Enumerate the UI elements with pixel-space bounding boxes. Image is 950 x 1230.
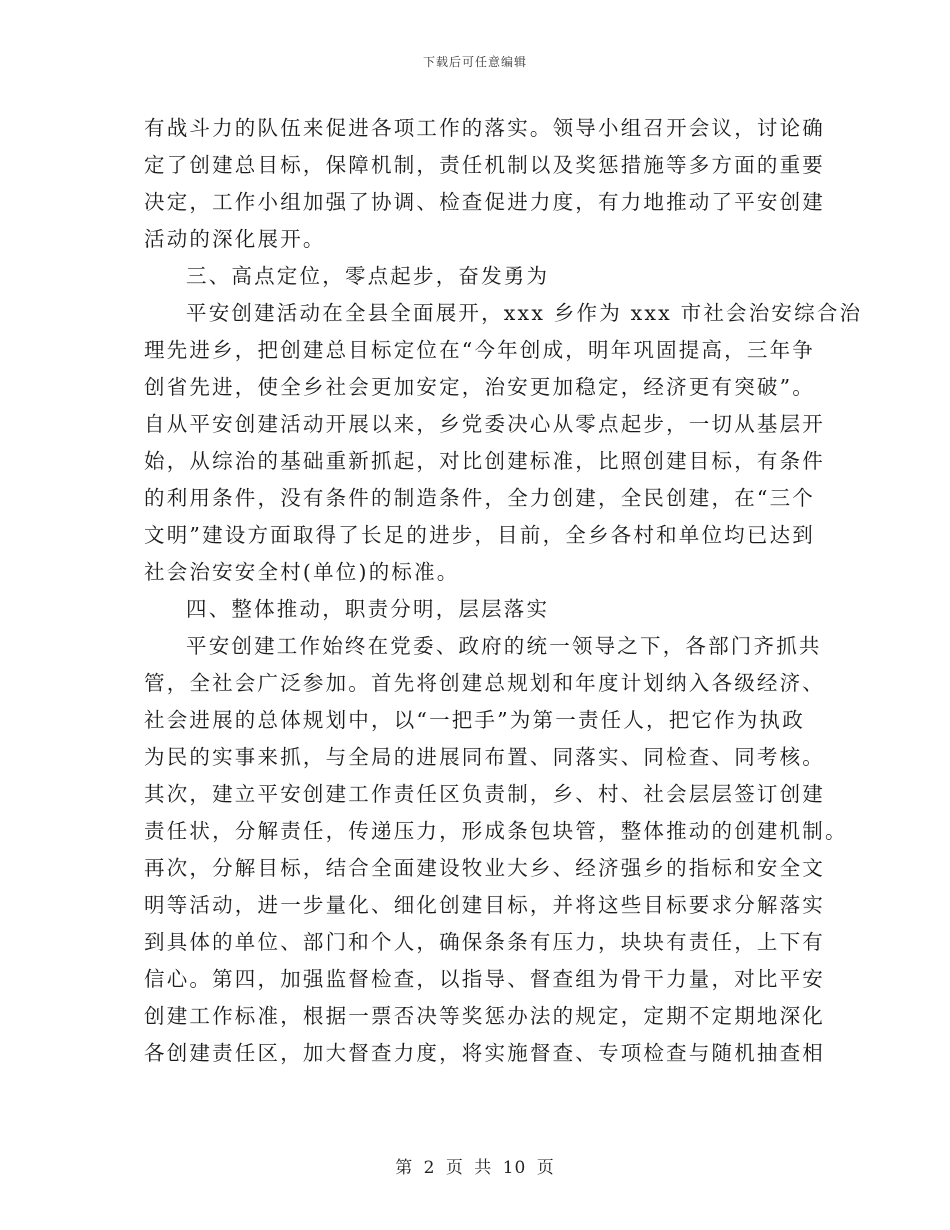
text-line: 文明”建设方面取得了长足的进步，目前，全乡各村和单位均已达到	[144, 523, 815, 547]
text-line: 各创建责任区，加大督查力度，将实施督查、专项检查与随机抽查相	[144, 1041, 825, 1065]
text-line: 责任状，分解责任，传递压力，形成条包块管，整体推动的创建机制。	[144, 819, 848, 843]
text-line: 理先进乡，把创建总目标定位在“今年创成，明年巩固提高，三年争	[144, 338, 815, 362]
text-line: 信心。第四，加强监督检查，以指导、督查组为骨干力量，对比平安	[144, 967, 825, 991]
text-line: 创建工作标准，根据一票否决等奖惩办法的规定，定期不定期地深化	[144, 1004, 825, 1028]
page-number: 第 2 页 共 10 页	[395, 1158, 555, 1178]
text-line: 创省先进，使全乡社会更加安定，治安更加稳定，经济更有突破”。	[144, 375, 815, 399]
section-heading-3: 三、高点定位，零点起步，奋发勇为	[186, 264, 550, 288]
text-line: 再次，分解目标，结合全面建设牧业大乡、经济强乡的指标和安全文	[144, 856, 825, 880]
text-line: 管，全社会广泛参加。首先将创建总规划和年度计划纳入各级经济、	[144, 671, 825, 695]
document-body	[144, 110, 863, 1072]
text-line: 到具体的单位、部门和个人，确保条条有压力，块块有责任，上下有	[144, 930, 825, 954]
text-line: 明等活动，进一步量化、细化创建目标，并将这些目标要求分解落实	[144, 893, 825, 917]
text-line: 活动的深化展开。	[144, 227, 326, 251]
text-line: 的利用条件，没有条件的制造条件，全力创建，全民创建，在“三个	[144, 486, 815, 510]
text-line: 其次，建立平安创建工作责任区负责制，乡、村、社会层层签订创建	[144, 782, 825, 806]
text-line: 自从平安创建活动开展以来，乡党委决心从零点起步，一切从基层开	[144, 412, 825, 436]
paragraph-start: 平安创建活动在全县全面展开，xxx 乡作为 xxx 市社会治安综合治	[186, 301, 863, 325]
page-header: 下载后可任意编辑	[422, 55, 527, 69]
text-line: 始，从综治的基础重新抓起，对比创建标准，比照创建目标，有条件	[144, 449, 825, 473]
paragraph-start: 平安创建工作始终在党委、政府的统一领导之下，各部门齐抓共	[186, 634, 822, 658]
text-line: 社会进展的总体规划中，以“一把手”为第一责任人，把它作为执政	[144, 708, 805, 732]
text-line: 社会治安安全村(单位)的标准。	[144, 560, 460, 584]
text-line: 为民的实事来抓，与全局的进展同布置、同落实、同检查、同考核。	[144, 745, 825, 769]
text-line: 定了创建总目标，保障机制，责任机制以及奖惩措施等多方面的重要	[144, 153, 825, 177]
text-line: 有战斗力的队伍来促进各项工作的落实。领导小组召开会议，讨论确	[144, 116, 825, 140]
section-heading-4: 四、整体推动，职责分明，层层落实	[186, 597, 550, 621]
text-line: 决定，工作小组加强了协调、检查促进力度，有力地推动了平安创建	[144, 190, 825, 214]
